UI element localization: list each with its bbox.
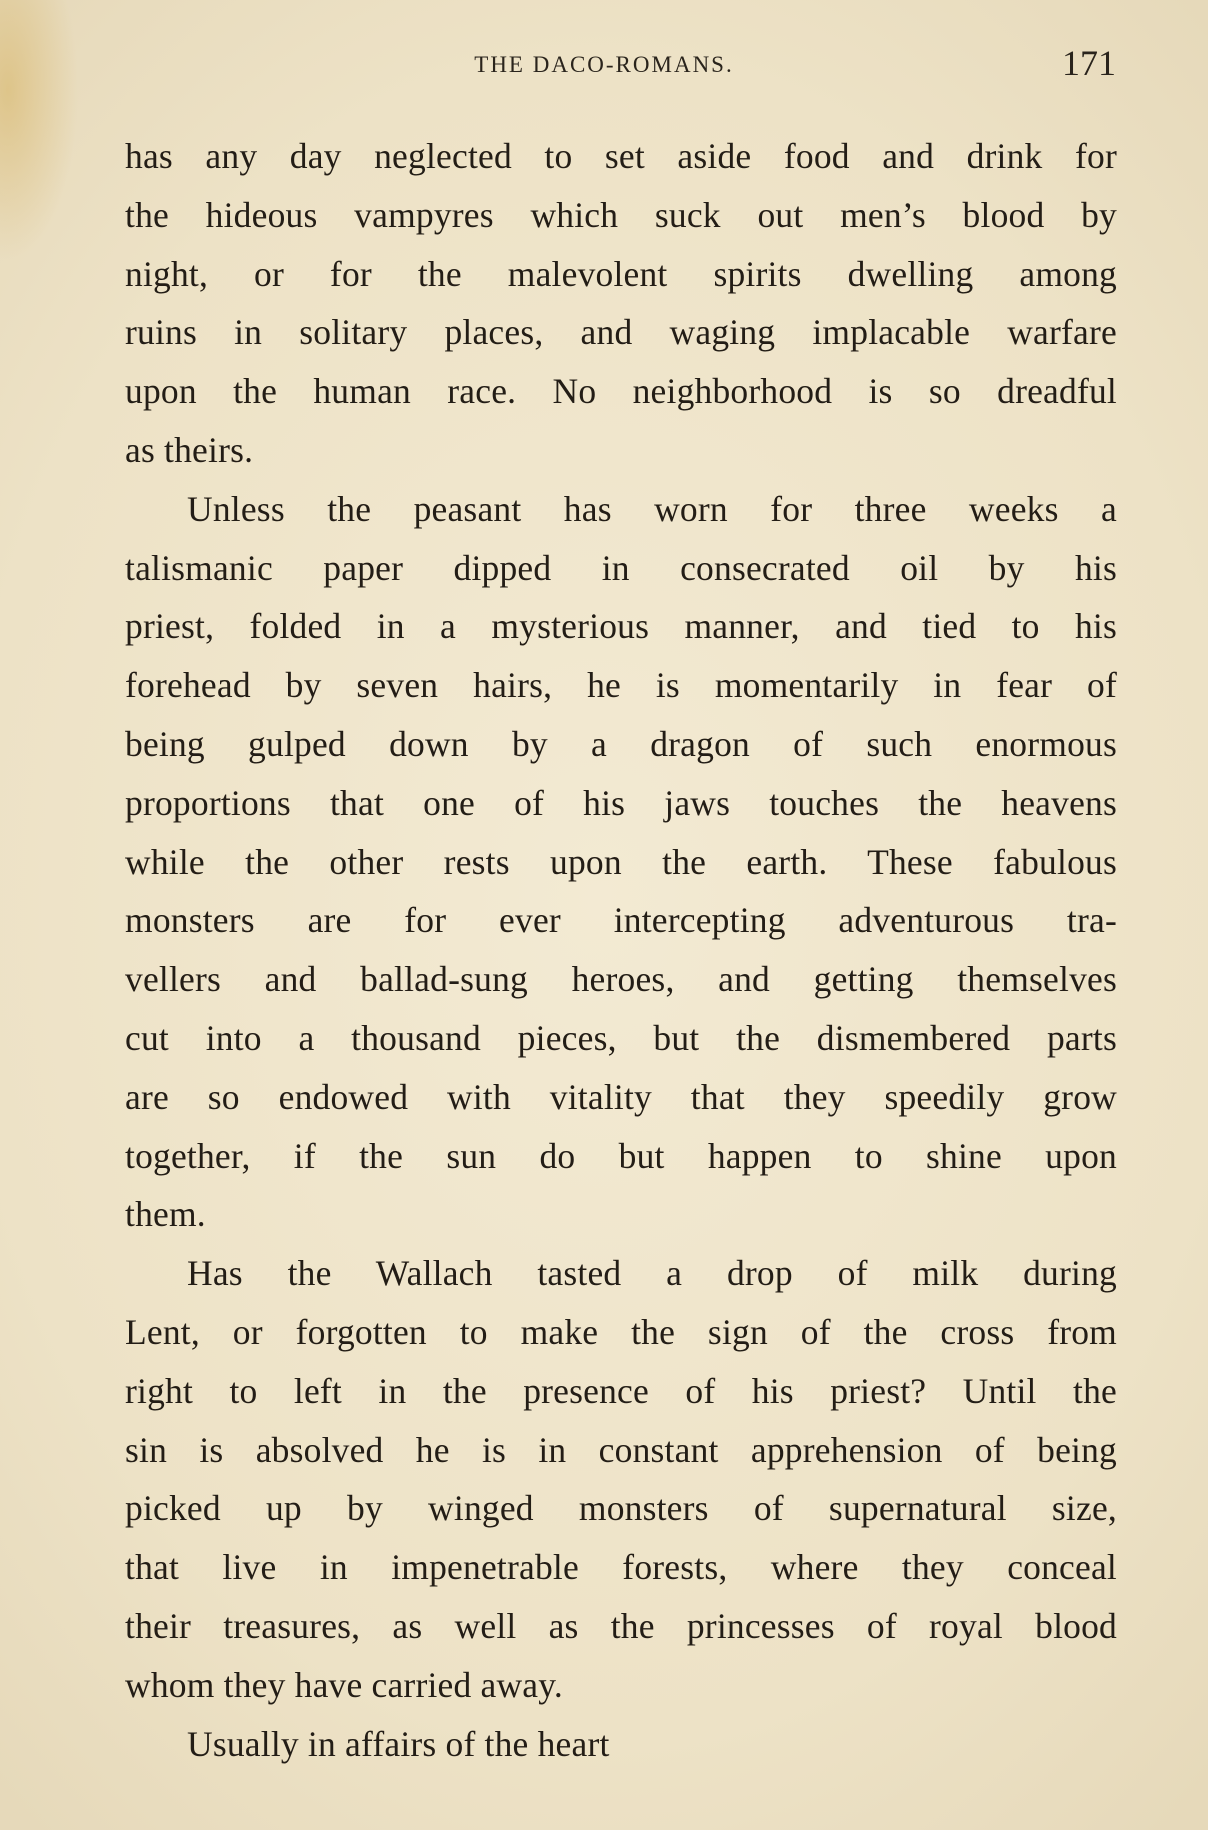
text-line: them.	[125, 1194, 206, 1235]
text-line: that live in impenetrable forests, where they conceal	[125, 1547, 1117, 1588]
text-line: being gulped down by a dragon of such enormous	[125, 723, 1117, 764]
page-number: 171	[1062, 43, 1116, 83]
text-line: their treasures, as well as the princesses of royal blood	[125, 1605, 1117, 1646]
text-line: picked up by winged monsters of supernatural size,	[125, 1488, 1117, 1529]
text-line: upon the human race. No neighborhood is so dreadful	[125, 371, 1117, 412]
text-line: the hideous vampyres which suck out men’s blood by	[125, 194, 1117, 235]
text-line: Has the Wallach tasted a drop of milk during	[187, 1253, 1117, 1294]
body-text	[125, 127, 1117, 1773]
text-line: monsters are for ever intercepting adventurous tra-	[125, 900, 1117, 941]
text-line: right to left in the presence of his priest? Until the	[125, 1370, 1117, 1411]
text-line: Lent, or forgotten to make the sign of the cross from	[125, 1311, 1117, 1352]
text-line: while the other rests upon the earth. These fabulous	[125, 841, 1117, 882]
running-title: THE DACO-ROMANS.	[474, 52, 734, 77]
page-header	[0, 42, 1208, 92]
text-line: together, if the sun do but happen to shine upon	[125, 1135, 1117, 1176]
text-line: Usually in affairs of the heart	[187, 1723, 610, 1764]
text-line: whom they have carried away.	[125, 1664, 563, 1705]
text-line: forehead by seven hairs, he is momentarily in fear of	[125, 665, 1117, 706]
text-line: Unless the peasant has worn for three weeks a	[187, 488, 1117, 529]
text-line: ruins in solitary places, and waging implacable warfare	[125, 312, 1117, 353]
text-line: sin is absolved he is in constant apprehension of being	[125, 1429, 1117, 1470]
text-line: proportions that one of his jaws touches the heavens	[125, 782, 1117, 823]
text-line: talismanic paper dipped in consecrated oil by his	[125, 547, 1117, 588]
text-line: cut into a thousand pieces, but the dismembered parts	[125, 1017, 1117, 1058]
text-line: vellers and ballad-sung heroes, and getting themselves	[125, 959, 1117, 1000]
text-line: night, or for the malevolent spirits dwelling among	[125, 253, 1117, 294]
text-line: are so endowed with vitality that they speedily grow	[125, 1076, 1117, 1117]
text-line: has any day neglected to set aside food and drink for	[125, 136, 1117, 176]
text-line: priest, folded in a mysterious manner, and tied to his	[125, 606, 1117, 647]
text-line: as theirs.	[125, 429, 254, 470]
